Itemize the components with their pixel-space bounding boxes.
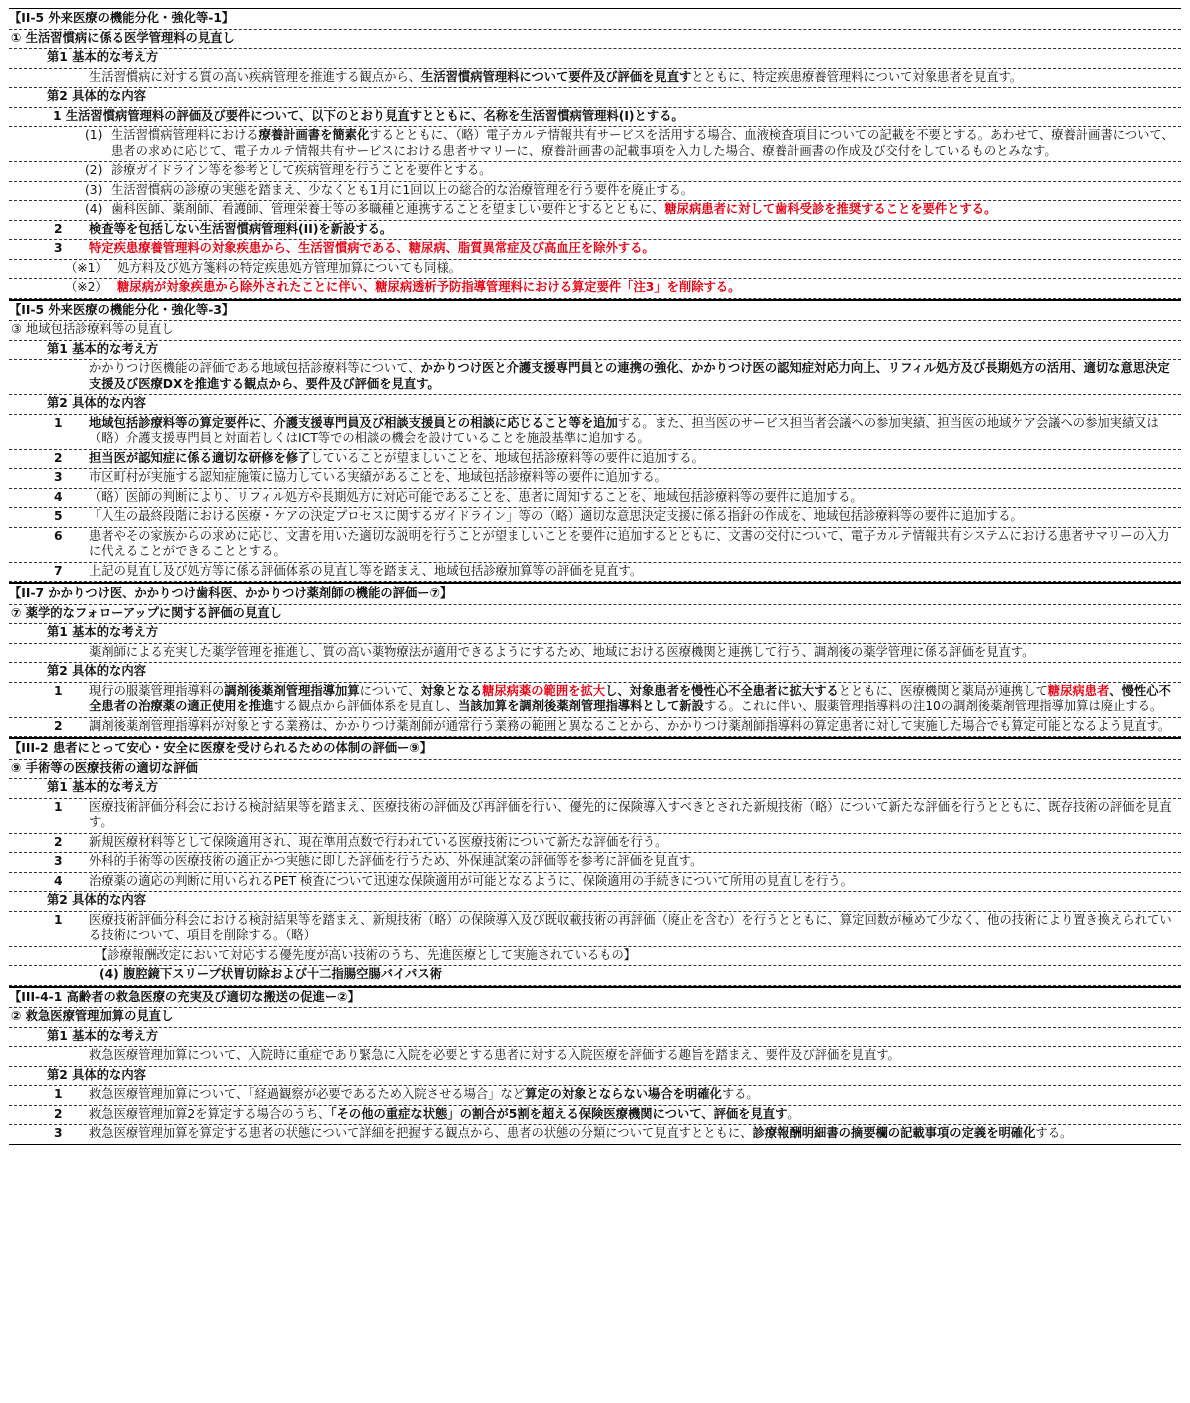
section-title: ② 救急医療管理加算の見直し [9, 1008, 1181, 1028]
content-item: 2 救急医療管理加算2を算定する場合のうち、「その他の重症な状態」の割合が5割を超える保険医療機関について、評価を見直す。 [9, 1106, 1181, 1126]
content-subitem: (3) 生活習慣病の診療の実態を踏まえ、少なくとも1月に1回以上の総合的な治療管理を行う要件を廃止する。 [9, 182, 1181, 202]
section-title: ③ 地域包括診療料等の見直し [9, 321, 1181, 341]
content-subitem: (2) 診療ガイドライン等を参考として疾病管理を行うことを要件とする。 [9, 162, 1181, 182]
basic-label: 第1 基本的な考え方 [9, 49, 1181, 69]
basic-label: 第1 基本的な考え方 [9, 779, 1181, 799]
content-item: 1 救急医療管理加算について、「経過観察が必要であるため入院させる場合」など算定の対象とならない場合を明確化する。 [9, 1086, 1181, 1106]
document-page [9, 0, 1181, 1145]
basic-text: 薬剤師による充実した薬学管理を推進し、質の高い薬物療法が適用できるようにするため、地域における医療機関と連携して行う、調剤後の薬学管理に係る評価を見直す。 [9, 644, 1181, 664]
content-item: 5 「人生の最終段階における医療・ケアの決定プロセスに関するガイドライン」等の（略）適切な意思決定支援に係る指針の作成を、地域包括診療料等の要件に追加する。 [9, 508, 1181, 528]
content-item: 1 地域包括診療料等の算定要件に、介護支援専門員及び相談支援員との相談に応じること等を追加する。また、担当医のサービス担当者会議への参加実績、担当医の地域ケア会議への参加実績又は（略）介護支援専門員と対面若しくはICT等での相談の機会を設けていることを施設基準に追加する。 [9, 415, 1181, 450]
content-label: 第2 具体的な内容 [9, 663, 1181, 683]
note: （※1） 処方料及び処方箋料の特定疾患処方管理加算についても同様。 [9, 260, 1181, 280]
content-item: 3 市区町村が実施する認知症施策に協力している実績があることを、地域包括診療料等の要件に追加する。 [9, 469, 1181, 489]
content-item: 1 医療技術評価分科会における検討結果等を踏まえ、新規技術（略）の保険導入及び既収載技術の再評価（廃止を含む）を行うとともに、算定回数が極めて少なく、他の技術により置き換えられている技術について、項目を削除する。（略） [9, 912, 1181, 947]
basic-text: 救急医療管理加算について、入院時に重症であり緊急に入院を必要とする患者に対する入院医療を評価する趣旨を踏まえ、要件及び評価を見直す。 [9, 1047, 1181, 1067]
content-item: 1 生活習慣病管理料の評価及び要件について、以下のとおり見直すとともに、名称を生活習慣病管理料(I)とする。 [9, 108, 1181, 128]
basic-text: かかりつけ医機能の評価である地域包括診療料等について、かかりつけ医と介護支援専門員との連携の強化、かかりつけ医の認知症対応力向上、リフィル処方及び長期処方の活用、適切な意思決定支援及び医療DXを推進する観点から、要件及び評価を見直す。 [9, 360, 1181, 395]
content-subitem: (4) 歯科医師、薬剤師、看護師、管理栄養士等の多職種と連携することを望ましい要件とするとともに、糖尿病患者に対して歯科受診を推奨することを要件とする。 [9, 201, 1181, 221]
basic-label: 第1 基本的な考え方 [9, 624, 1181, 644]
content-item: 2 調剤後薬剤管理指導料が対象とする業務は、かかりつけ薬剤師が通常行う業務の範囲と異なることから、かかりつけ薬剤師指導料の算定患者に対して実施した場合でも算定可能となるよう見直す。 [9, 718, 1181, 738]
content-item: 4 （略）医師の判断により、リフィル処方や長期処方に対応可能であることを、患者に周知することを、地域包括診療料等の要件に追加する。 [9, 489, 1181, 509]
basic-item: 2 新規医療材料等として保険適用され、現在準用点数で行われている医療技術について新たな評価を行う。 [9, 834, 1181, 854]
section-title: ⑨ 手術等の医療技術の適切な評価 [9, 760, 1181, 780]
content-item: 2 担当医が認知症に係る適切な研修を修了していることが望ましいことを、地域包括診療料等の要件に追加する。 [9, 450, 1181, 470]
content-item: 3 救急医療管理加算を算定する患者の状態について詳細を把握する観点から、患者の状態の分類について見直すとともに、診療報酬明細書の摘要欄の記載事項の定義を明確化する。 [9, 1125, 1181, 1145]
basic-item: 1 医療技術評価分科会における検討結果等を踏まえ、医療技術の評価及び再評価を行い、優先的に保険導入すべきとされた新規技術（略）について新たな評価を行うとともに、既存技術の評価を見直す。 [9, 799, 1181, 834]
content-item: 6 患者やその家族からの求めに応じ、文書を用いた適切な説明を行うことが望ましいことを要件に追加するとともに、文書の交付について、電子カルテ情報共有システムにおける患者サマリーの入力に代えることができることとする。 [9, 528, 1181, 563]
section-header: 【II-7 かかりつけ医、かかりつけ歯科医、かかりつけ薬剤師の機能の評価ー⑦】 [9, 582, 1181, 605]
note: （※2） 糖尿病が対象疾患から除外されたことに伴い、糖尿病透析予防指導管理料における算定要件「注3」を削除する。 [9, 279, 1181, 299]
section-header: 【III-4-1 高齢者の救急医療の充実及び適切な搬送の促進ー②】 [9, 986, 1181, 1009]
content-item: 2 検査等を包括しない生活習慣病管理料(II)を新設する。 [9, 221, 1181, 241]
reference-item: (4) 腹腔鏡下スリーブ状胃切除および十二指腸空腸バイパス術 [9, 966, 1181, 986]
content-item: 1 現行の服薬管理指導料の調剤後薬剤管理指導加算について、対象となる糖尿病薬の範囲を拡大し、対象患者を慢性心不全患者に拡大するとともに、医療機関と薬局が連携して糖尿病患者、慢性心不全患者の治療薬の適正使用を推進する観点から評価体系を見直し、当該加算を調剤後薬剤管理指導料として新設する。これに伴い、服薬管理指導料の注10の調剤後薬剤管理指導加算は廃止する。 [9, 683, 1181, 718]
section-header: 【II-5 外来医療の機能分化・強化等-3】 [9, 299, 1181, 322]
content-label: 第2 具体的な内容 [9, 892, 1181, 912]
section-title: ⑦ 薬学的なフォローアップに関する評価の見直し [9, 605, 1181, 625]
content-item: 3 特定疾患療養管理料の対象疾患から、生活習慣病である、糖尿病、脂質異常症及び高血圧を除外する。 [9, 240, 1181, 260]
basic-item: 3 外科的手術等の医療技術の適正かつ実態に即した評価を行うため、外保連試案の評価等を参考に評価を見直す。 [9, 853, 1181, 873]
content-label: 第2 具体的な内容 [9, 88, 1181, 108]
content-label: 第2 具体的な内容 [9, 1067, 1181, 1087]
basic-text: 生活習慣病に対する質の高い疾病管理を推進する観点から、生活習慣病管理料について要件及び評価を見直すとともに、特定疾患療養管理料について対象患者を見直す。 [9, 69, 1181, 89]
section-title: ① 生活習慣病に係る医学管理料の見直し [9, 30, 1181, 50]
content-item: 7 上記の見直し及び処方等に係る評価体系の見直し等を踏まえ、地域包括診療加算等の評価を見直す。 [9, 563, 1181, 583]
content-label: 第2 具体的な内容 [9, 395, 1181, 415]
section-header: 【III-2 患者にとって安心・安全に医療を受けられるための体制の評価ー⑨】 [9, 737, 1181, 760]
basic-label: 第1 基本的な考え方 [9, 1028, 1181, 1048]
basic-item: 4 治療薬の適応の判断に用いられるPET 検査について迅速な保険適用が可能となるように、保険適用の手続きについて所用の見直しを行う。 [9, 873, 1181, 893]
content-subitem: (1) 生活習慣病管理料における療養計画書を簡素化するとともに、（略）電子カルテ情報共有サービスを活用する場合、血液検査項目についての記載を不要とする。あわせて、療養計画書について、患者の求めに応じて、電子カルテ情報共有サービスにおける患者サマリーに、療養計画書の記載事項を入力した場合、療養計画書の作成及び交付をしているものとみなす。 [9, 127, 1181, 162]
basic-label: 第1 基本的な考え方 [9, 341, 1181, 361]
section-header: 【II-5 外来医療の機能分化・強化等-1】 [9, 8, 1181, 30]
reference-note: 【診療報酬改定において対応する優先度が高い技術のうち、先進医療として実施されているもの】 [9, 947, 1181, 967]
